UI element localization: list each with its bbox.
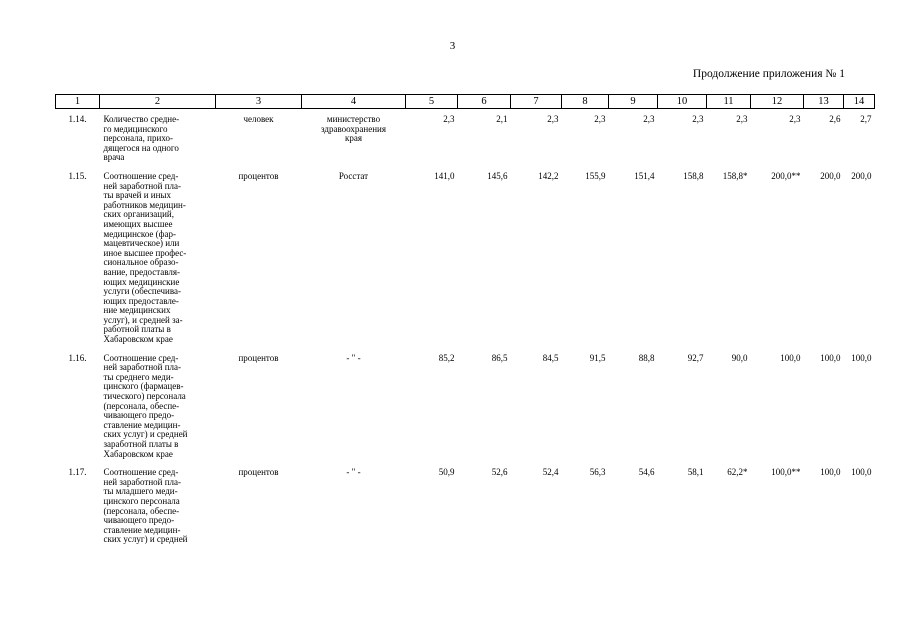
value-cell: 100,0 (820, 352, 841, 363)
continuation-label: Продолжение приложения № 1 (692, 68, 845, 80)
table-row (56, 109, 875, 172)
table-header-row (56, 95, 875, 109)
value-cell: 200,0 (851, 170, 872, 181)
value-cell: 85,2 (438, 352, 455, 363)
value-cell: 100,0 (851, 352, 872, 363)
value-cell: 88,8 (638, 352, 655, 363)
row-number: 1.16. (68, 352, 87, 363)
value-cell: 91,5 (589, 352, 606, 363)
value-cell: 200,0** (771, 170, 801, 181)
column-header: 2 (100, 95, 216, 109)
value-cell: 142,2 (538, 170, 559, 181)
indicator-name: Соотношение сред- ней заработной пла- ты младшего меди- цинского персонала (персонала, обеспе- чивающего предо- ставление медицин- ских услуг) и средней (103, 467, 188, 545)
row-number: 1.15. (68, 170, 87, 181)
row-number: 1.14. (68, 114, 87, 124)
value-cell: 155,9 (585, 170, 606, 181)
unit-of-measure: процентов (238, 467, 279, 478)
value-cell: 2,1 (496, 114, 508, 124)
column-header: 7 (511, 95, 562, 109)
indicator-name: Количество средне- го медицинского персонала, прихо- дящегося на одного врача (103, 114, 180, 163)
value-cell: 2,3 (443, 114, 455, 124)
row-number: 1.17. (68, 467, 87, 478)
page-number: 3 (449, 40, 456, 52)
unit-of-measure: человек (243, 114, 274, 124)
value-cell: 62,2* (727, 467, 748, 478)
value-cell: 2,3 (692, 114, 704, 124)
data-source: - " - (346, 352, 361, 363)
indicator-name: Соотношение сред- ней заработной пла- ты врачей и иных работников медицин- ских организаций, имеющих высшее медицинское (фар- мацевтическое) или иное высшее профес- сиональное образо- вание, предоставля- ющих медицинские услуги (обеспечива- ющих предоставле- ние медицинских услуг), и средней за- работной платы в Хабаровском крае (103, 170, 187, 345)
table-body (56, 109, 875, 545)
value-cell: 86,5 (491, 352, 508, 363)
value-cell: 2,3 (736, 114, 748, 124)
column-header: 14 (844, 95, 875, 109)
value-cell: 52,6 (491, 467, 508, 478)
value-cell: 100,0** (771, 467, 801, 478)
data-source: - " - (346, 467, 361, 478)
column-header: 4 (302, 95, 406, 109)
column-header: 3 (216, 95, 302, 109)
value-cell: 2,3 (594, 114, 606, 124)
column-header: 6 (458, 95, 511, 109)
value-cell: 145,6 (487, 170, 508, 181)
table-row (56, 172, 875, 354)
value-cell: 54,6 (638, 467, 655, 478)
column-header: 9 (609, 95, 658, 109)
column-header: 13 (804, 95, 844, 109)
value-cell: 100,0 (820, 467, 841, 478)
unit-of-measure: процентов (238, 352, 279, 363)
value-cell: 56,3 (589, 467, 606, 478)
value-cell: 100,0 (851, 467, 872, 478)
value-cell: 58,1 (687, 467, 704, 478)
unit-of-measure: процентов (238, 170, 279, 181)
indicators-table (55, 94, 875, 545)
value-cell: 2,3 (643, 114, 655, 124)
value-cell: 84,5 (542, 352, 559, 363)
column-header: 5 (406, 95, 458, 109)
table-row (56, 354, 875, 469)
value-cell: 2,3 (547, 114, 559, 124)
value-cell: 158,8* (722, 170, 748, 181)
value-cell: 50,9 (438, 467, 455, 478)
value-cell: 2,3 (789, 114, 801, 124)
column-header: 8 (562, 95, 609, 109)
column-header: 10 (658, 95, 707, 109)
value-cell: 90,0 (731, 352, 748, 363)
indicator-name: Соотношение сред- ней заработной пла- ты среднего меди- цинского (фармацев- тического) персонала (персонала, обеспе- чивающего предо- ставление медицин- ских услуг) и средней заработной платы в Хабаровском крае (103, 352, 188, 459)
data-source: Росстат (338, 170, 369, 181)
value-cell: 2,6 (829, 114, 841, 124)
column-header: 12 (751, 95, 804, 109)
value-cell: 2,7 (860, 114, 872, 124)
value-cell: 92,7 (687, 352, 704, 363)
value-cell: 158,8 (683, 170, 704, 181)
table-row (56, 468, 875, 545)
column-header: 11 (707, 95, 751, 109)
column-header: 1 (56, 95, 100, 109)
value-cell: 52,4 (542, 467, 559, 478)
value-cell: 200,0 (820, 170, 841, 181)
value-cell: 100,0 (780, 352, 801, 363)
value-cell: 151,4 (634, 170, 655, 181)
data-source: министерство здравоохранения края (320, 114, 386, 144)
value-cell: 141,0 (434, 170, 455, 181)
